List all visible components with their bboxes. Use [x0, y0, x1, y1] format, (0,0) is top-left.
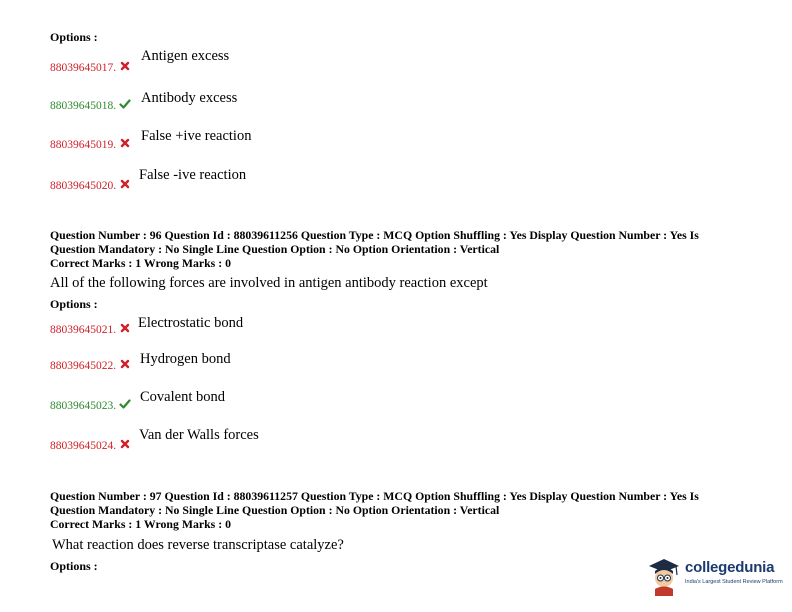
- options-label: Options :: [50, 30, 98, 44]
- cross-icon: [119, 438, 131, 450]
- cross-icon: [119, 358, 131, 370]
- question-meta-line: Question Number : 97 Question Id : 88039611257 Question Type : MCQ Option Shuffling : Yes Display Question Number : Yes Is: [50, 489, 699, 503]
- question-text: All of the following forces are involved in antigen antibody reaction except: [50, 275, 488, 291]
- brand-name: collegedunia: [685, 559, 775, 576]
- option-id: 88039645017.: [50, 62, 117, 74]
- option-id: 88039645019.: [50, 139, 117, 151]
- option-row: [50, 58, 131, 76]
- option-id: 88039645018.: [50, 100, 117, 112]
- marks-line: Correct Marks : 1 Wrong Marks : 0: [50, 256, 231, 270]
- check-icon: [119, 398, 131, 410]
- option-row: [50, 96, 131, 114]
- collegedunia-watermark: [647, 556, 782, 598]
- options-label: Options :: [50, 559, 98, 573]
- marks-line: Correct Marks : 1 Wrong Marks : 0: [50, 517, 231, 531]
- option-row: [50, 396, 131, 414]
- option-row: [50, 436, 131, 454]
- cross-icon: [119, 60, 131, 72]
- check-icon: [119, 98, 131, 110]
- option-text: False +ive reaction: [141, 128, 252, 144]
- cross-icon: [119, 178, 131, 190]
- cross-icon: [119, 137, 131, 149]
- question-text: What reaction does reverse transcriptase catalyze?: [52, 537, 344, 553]
- graduate-mascot-icon: [647, 556, 681, 596]
- option-row: [50, 356, 131, 374]
- option-id: 88039645021.: [50, 324, 117, 336]
- option-text: False -ive reaction: [139, 167, 247, 183]
- option-text: Covalent bond: [140, 389, 225, 405]
- brand-tagline: India's Largest Student Review Platform: [685, 579, 783, 585]
- option-row: [50, 176, 131, 194]
- question-meta-line: Question Mandatory : No Single Line Question Option : No Option Orientation : Vertical: [50, 503, 500, 517]
- option-id: 88039645022.: [50, 360, 117, 372]
- option-text: Antigen excess: [141, 48, 230, 64]
- options-label: Options :: [50, 297, 98, 311]
- option-text: Hydrogen bond: [140, 351, 231, 367]
- option-text: Van der Walls forces: [139, 427, 259, 443]
- option-row: [50, 135, 131, 153]
- question-meta: [50, 489, 740, 531]
- option-text: Antibody excess: [141, 90, 238, 106]
- option-id: 88039645024.: [50, 440, 117, 452]
- option-row: [50, 320, 131, 338]
- question-meta-line: Question Number : 96 Question Id : 88039611256 Question Type : MCQ Option Shuffling : Yes Display Question Number : Yes Is: [50, 228, 699, 242]
- option-id: 88039645020.: [50, 180, 117, 192]
- cross-icon: [119, 322, 131, 334]
- question-meta-line: Question Mandatory : No Single Line Question Option : No Option Orientation : Vertical: [50, 242, 500, 256]
- option-id: 88039645023.: [50, 400, 117, 412]
- option-text: Electrostatic bond: [138, 315, 244, 331]
- question-meta: [50, 228, 740, 270]
